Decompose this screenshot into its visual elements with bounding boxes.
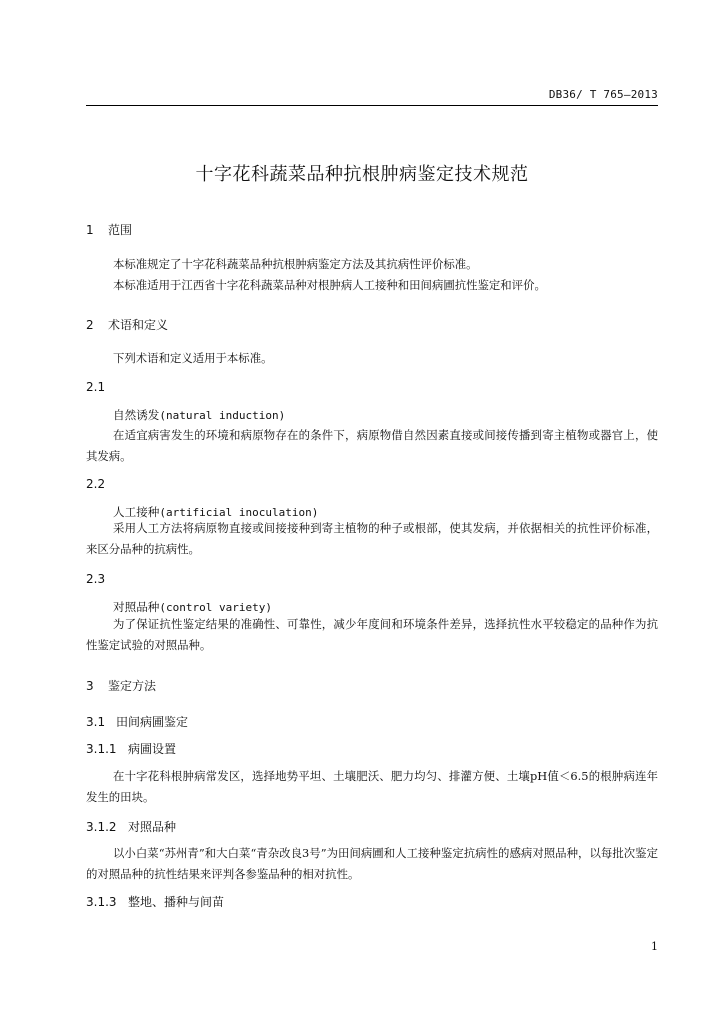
section-3-1-1-heading — [86, 740, 176, 757]
term-2-2-definition: 采用人工方法将病原物直接或间接接种到寄主植物的种子或根部，使其发病，并依据相关的抗性评价标准，来区分品种的抗病性。 — [86, 521, 658, 556]
term-2-3-title — [113, 599, 272, 615]
section-1-heading — [86, 221, 132, 238]
section-3-heading — [86, 677, 156, 694]
section-number: 3.1.3 — [86, 895, 117, 909]
section-label: 鉴定方法 — [108, 679, 157, 693]
term-en: (artificial inoculation) — [159, 506, 319, 519]
section-number: 3.1 — [86, 715, 106, 729]
section-label: 范围 — [108, 223, 133, 237]
section-label: 对照品种 — [128, 820, 177, 834]
section-3-1-heading — [86, 713, 188, 730]
section-3-1-2-heading — [86, 818, 176, 835]
header-rule — [86, 105, 658, 106]
section-number: 3.1.2 — [86, 820, 117, 834]
section-3-1-2-paragraph: 以小白菜“苏州青”和大白菜“青杂改良3号”为田间病圃和人工接种鉴定抗病性的感病对照品种，以每批次鉴定的对照品种的抗性结果来评判各参鉴品种的相对抗性。 — [86, 846, 658, 881]
term-en: (natural induction) — [159, 409, 286, 422]
section-3-1-1-paragraph: 在十字花科根肿病常发区，选择地势平坦、土壤肥沃、肥力均匀、排灌方便、土壤pH值＜6.5的根肿病连年发生的田块。 — [86, 769, 658, 804]
section-label: 田间病圃鉴定 — [116, 715, 189, 729]
term-2-3-number: 2.3 — [86, 572, 106, 586]
standard-code: DB36/ T 765—2013 — [548, 88, 658, 101]
term-2-3-definition: 为了保证抗性鉴定结果的准确性、可靠性，减少年度间和环境条件差异，选择抗性水平较稳定的品种作为抗性鉴定试验的对照品种。 — [86, 617, 658, 652]
term-zh: 自然诱发 — [113, 408, 160, 422]
section-number: 1 — [86, 223, 94, 237]
term-2-2-number: 2.2 — [86, 477, 106, 491]
document-title: 十字花科蔬菜品种抗根肿病鉴定技术规范 — [195, 164, 529, 185]
term-zh: 人工接种 — [113, 505, 160, 519]
section-3-1-3-heading — [86, 893, 224, 910]
section-number: 2 — [86, 318, 94, 332]
section-1-paragraph-2: 本标准适用于江西省十字花科蔬菜品种对根肿病人工接种和田间病圃抗性鉴定和评价。 — [113, 278, 546, 292]
section-1-paragraph-1: 本标准规定了十字花科蔬菜品种抗根肿病鉴定方法及其抗病性评价标准。 — [113, 257, 478, 271]
term-en: (control variety) — [159, 601, 272, 614]
term-2-1-number: 2.1 — [86, 380, 106, 394]
section-number: 3 — [86, 679, 94, 693]
section-number: 3.1.1 — [86, 742, 117, 756]
section-label: 病圃设置 — [128, 742, 177, 756]
section-label: 术语和定义 — [108, 318, 169, 332]
term-2-1-title — [113, 407, 285, 423]
page-number: 1 — [651, 940, 658, 953]
term-zh: 对照品种 — [113, 600, 160, 614]
section-2-paragraph: 下列术语和定义适用于本标准。 — [113, 351, 273, 365]
section-2-heading — [86, 316, 168, 333]
section-label: 整地、播种与间苗 — [128, 895, 225, 909]
term-2-1-definition: 在适宜病害发生的环境和病原物存在的条件下，病原物借自然因素直接或间接传播到寄主植物或器官上，使其发病。 — [86, 428, 658, 463]
